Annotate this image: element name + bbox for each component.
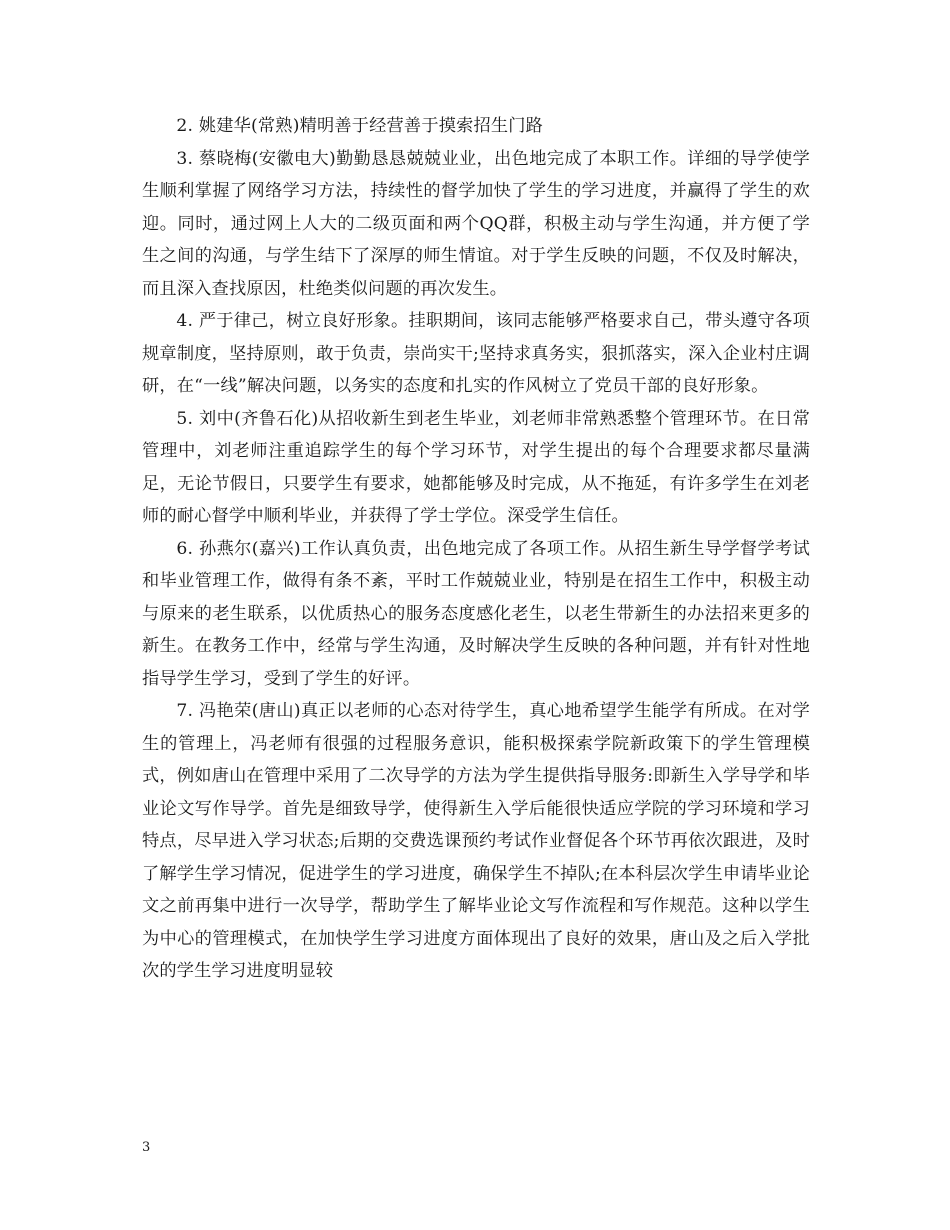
paragraph-6: 6. 孙燕尔(嘉兴)工作认真负责，出色地完成了各项工作。从招生新生导学督学考试和毕业管理工作，做得有条不紊，平时工作兢兢业业，特别是在招生工作中，积极主动与原来的老生联系，以优质热心的服务态度感化老生，以老生带新生的办法招来更多的新生。在教务工作中，经常与学生沟通，及时解决学生反映的各种问题，并有针对性地指导学生学习，受到了学生的好评。	[142, 538, 810, 689]
page-number: 3	[142, 1140, 151, 1155]
paragraph-3: 3. 蔡晓梅(安徽电大)勤勤恳恳兢兢业业，出色地完成了本职工作。详细的导学使学生顺利掌握了网络学习方法，持续性的督学加快了学生的学习进度，并赢得了学生的欢迎。同时，通过网上人大的二级页面和两个QQ群，积极主动与学生沟通，并方便了学生之间的沟通，与学生结下了深厚的师生情谊。对于学生反映的问题，不仅及时解决，而且深入查找原因，杜绝类似问题的再次发生。	[142, 148, 810, 299]
paragraph-5: 5. 刘中(齐鲁石化)从招收新生到老生毕业，刘老师非常熟悉整个管理环节。在日常管理中，刘老师注重追踪学生的每个学习环节，对学生提出的每个合理要求都尽量满足，无论节假日，只要学生有要求，她都能够及时完成，从不拖延，有许多学生在刘老师的耐心督学中顺利毕业，并获得了学士学位。深受学生信任。	[142, 408, 810, 526]
paragraph-2: 2. 姚建华(常熟)精明善于经营善于摸索招生门路	[176, 116, 544, 136]
paragraph-4: 4. 严于律己，树立良好形象。挂职期间，该同志能够严格要求自己，带头遵守各项规章制度，坚持原则，敢于负责，崇尚实干;坚持求真务实，狠抓落实，深入企业村庄调研，在“一线”解决问题，以务实的态度和扎实的作风树立了党员干部的良好形象。	[142, 311, 810, 396]
document-body	[142, 110, 810, 988]
paragraph-7: 7. 冯艳荣(唐山)真正以老师的心态对待学生，真心地希望学生能学有所成。在对学生的管理上，冯老师有很强的过程服务意识，能积极探索学院新政策下的学生管理模式，例如唐山在管理中采用了二次导学的方法为学生提供指导服务:即新生入学导学和毕业论文写作导学。首先是细致导学，使得新生入学后能很快适应学院的学习环境和学习特点，尽早进入学习状态;后期的交费选课预约考试作业督促各个环节再依次跟进，及时了解学生学习情况，促进学生的学习进度，确保学生不掉队;在本科层次学生申请毕业论文之前再集中进行一次导学，帮助学生了解毕业论文写作流程和写作规范。这种以学生为中心的管理模式，在加快学生学习进度方面体现出了良好的效果，唐山及之后入学批次的学生学习进度明显较	[142, 701, 810, 981]
